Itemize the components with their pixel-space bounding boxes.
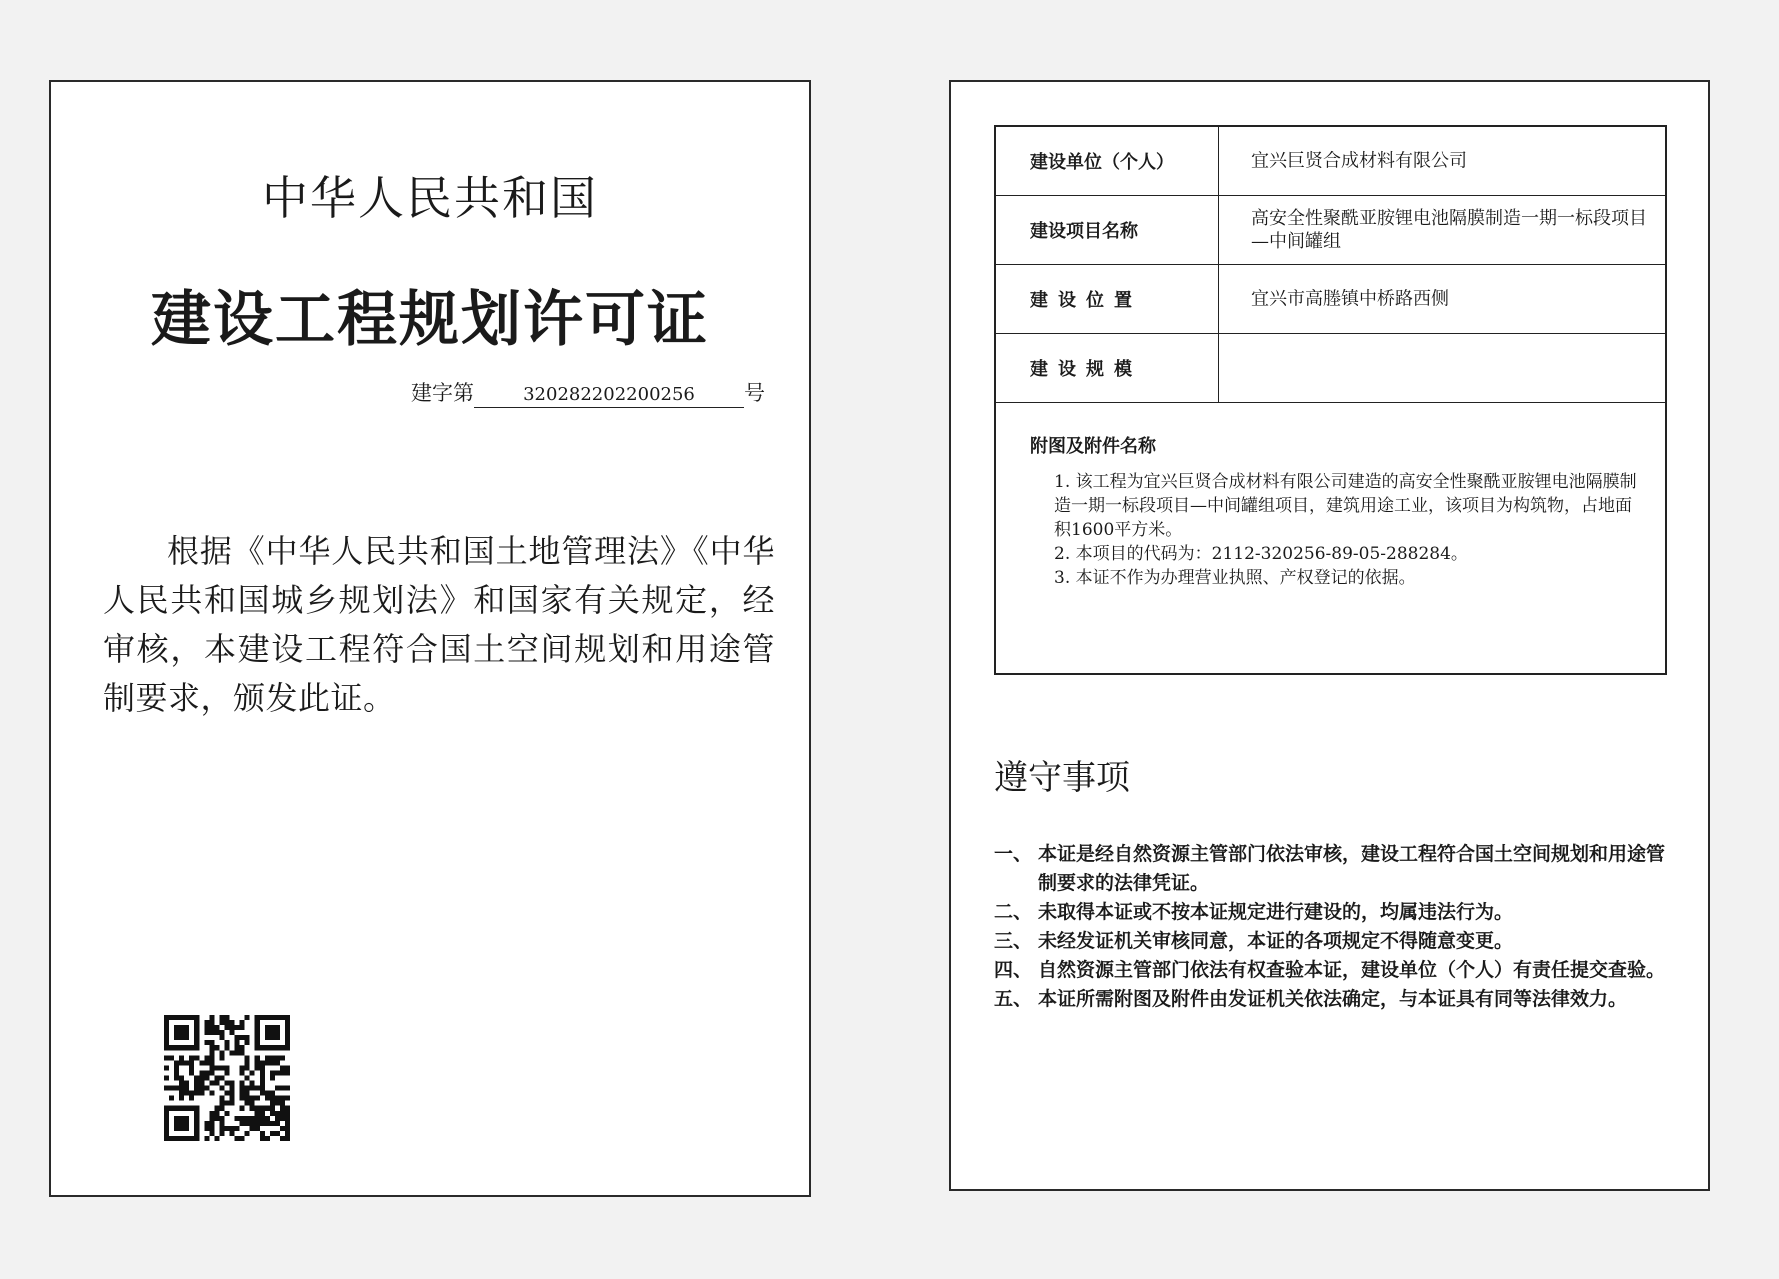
rule-item <box>994 840 1674 898</box>
permit-number <box>411 377 765 408</box>
permit-statement: 根据《中华人民共和国土地管理法》《中华人民共和国城乡规划法》和国家有关规定，经审核，本建设工程符合国土空间规划和用途管制要求，颁发此证。 <box>103 532 775 717</box>
rule-number: 四、 <box>994 959 1033 981</box>
permit-number-suffix: 号 <box>744 381 765 405</box>
info-row-project-name <box>996 196 1665 265</box>
info-label: 建设规模 <box>1030 359 1142 380</box>
rule-text: 未取得本证或不按本证规定进行建设的，均属违法行为。 <box>1038 901 1514 923</box>
column-divider <box>1218 334 1219 402</box>
info-label: 建设位置 <box>1030 290 1142 311</box>
rule-item <box>994 985 1674 1014</box>
column-divider <box>1218 265 1219 333</box>
attachment-item: 1. 该工程为宜兴巨贤合成材料有限公司建造的高安全性聚酰亚胺锂电池隔膜制造一期一标段项目—中间罐组项目，建筑用途工业，该项目为构筑物，占地面积1600平方米。 <box>1054 472 1637 540</box>
info-value: 高安全性聚酰亚胺锂电池隔膜制造一期一标段项目—中间罐组 <box>1251 208 1647 252</box>
column-divider <box>1218 196 1219 264</box>
column-divider <box>1218 127 1219 195</box>
permit-number-prefix: 建字第 <box>411 381 474 405</box>
info-row-builder <box>996 127 1665 196</box>
permit-info-table <box>994 125 1667 675</box>
attachments-list <box>1054 470 1644 590</box>
qr-code <box>164 1015 290 1141</box>
info-label: 建设单位（个人） <box>1030 152 1174 173</box>
info-value: 宜兴巨贤合成材料有限公司 <box>1251 150 1467 172</box>
permit-details-page <box>949 80 1710 1191</box>
info-row-location <box>996 265 1665 334</box>
attachment-item: 2. 本项目的代码为：2112-320256-89-05-288284。 <box>1054 544 1468 564</box>
permit-title: 建设工程规划许可证 <box>151 285 709 355</box>
country-title: 中华人民共和国 <box>262 171 598 225</box>
rule-number: 一、 <box>994 843 1033 865</box>
rules-title: 遵守事项 <box>994 758 1130 798</box>
attachment-item: 3. 本证不作为办理营业执照、产权登记的依据。 <box>1054 568 1416 588</box>
rule-text: 未经发证机关审核同意，本证的各项规定不得随意变更。 <box>1038 930 1514 952</box>
info-row-scale <box>996 334 1665 403</box>
info-value: 宜兴市高塍镇中桥路西侧 <box>1251 288 1449 310</box>
info-label: 建设项目名称 <box>1030 221 1138 242</box>
rule-item <box>994 898 1674 927</box>
rules-list <box>994 840 1674 1014</box>
rule-text: 本证所需附图及附件由发证机关依法确定，与本证具有同等法律效力。 <box>1038 988 1628 1010</box>
rule-item <box>994 927 1674 956</box>
permit-cover-page <box>49 80 811 1197</box>
rule-text: 本证是经自然资源主管部门依法审核，建设工程符合国土空间规划和用途管制要求的法律凭证。 <box>1038 843 1666 894</box>
rule-number: 二、 <box>994 901 1033 923</box>
attachments-title: 附图及附件名称 <box>1030 436 1156 457</box>
rule-number: 五、 <box>994 988 1033 1010</box>
permit-number-value: 320282202200256 <box>474 384 744 408</box>
rule-number: 三、 <box>994 930 1033 952</box>
rule-item <box>994 956 1674 985</box>
rule-text: 自然资源主管部门依法有权查验本证，建设单位（个人）有责任提交查验。 <box>1038 959 1666 981</box>
